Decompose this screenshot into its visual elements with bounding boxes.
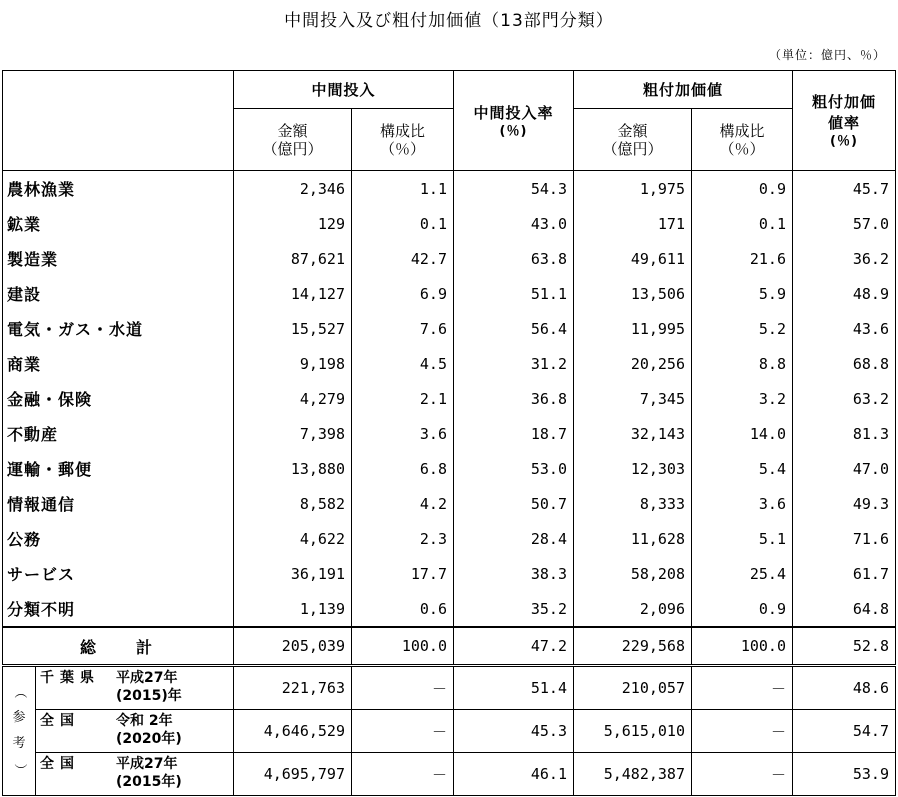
cell-va-rate: 71.6 xyxy=(793,521,896,556)
cell-ii-rate: 56.4 xyxy=(454,311,574,346)
sector-name: 農林漁業 xyxy=(3,171,234,207)
cell-ii-rate: 46.1 xyxy=(454,753,574,796)
table-row xyxy=(3,556,896,591)
cell-ii-ratio: 6.9 xyxy=(352,276,454,311)
table-row xyxy=(3,521,896,556)
reference-label-char: （ xyxy=(12,685,27,699)
cell-va-rate: 49.3 xyxy=(793,486,896,521)
cell-va-rate: 61.7 xyxy=(793,556,896,591)
cell-ii-ratio: 0.6 xyxy=(352,591,454,627)
header-va-rate xyxy=(793,71,896,171)
table-row xyxy=(3,416,896,451)
reference-row xyxy=(3,753,896,796)
sector-name: 情報通信 xyxy=(3,486,234,521)
cell-ii-ratio: 42.7 xyxy=(352,241,454,276)
cell-ii-ratio: 1.1 xyxy=(352,171,454,207)
cell-ii-rate: 50.7 xyxy=(454,486,574,521)
cell-va-rate: 45.7 xyxy=(793,171,896,207)
cell-ii-rate: 18.7 xyxy=(454,416,574,451)
reference-region xyxy=(36,753,234,796)
reference-region xyxy=(36,710,234,753)
cell-ii-amount: 14,127 xyxy=(234,276,352,311)
total-row xyxy=(3,627,896,666)
total-va-ratio: 100.0 xyxy=(692,627,793,666)
va-ratio-label: 構成比 xyxy=(719,121,765,140)
cell-va-rate: 48.6 xyxy=(793,666,896,710)
sector-name: 商業 xyxy=(3,346,234,381)
cell-ii-rate: 63.8 xyxy=(454,241,574,276)
table-row xyxy=(3,591,896,627)
table-row xyxy=(3,486,896,521)
cell-ii-ratio: 3.6 xyxy=(352,416,454,451)
cell-ii-amount: 8,582 xyxy=(234,486,352,521)
cell-va-amount: 7,345 xyxy=(574,381,692,416)
cell-ii-rate: 31.2 xyxy=(454,346,574,381)
reference-label-char: 考 xyxy=(12,736,26,751)
cell-va-ratio: 5.4 xyxy=(692,451,793,486)
cell-ii-amount: 7,398 xyxy=(234,416,352,451)
reference-label xyxy=(3,666,36,796)
sector-name: 電気・ガス・水道 xyxy=(3,311,234,346)
reference-label-char: ） xyxy=(12,763,27,777)
header-va-ratio xyxy=(692,109,793,171)
cell-ii-ratio: 4.2 xyxy=(352,486,454,521)
reference-rows xyxy=(3,666,896,796)
cell-ii-amount: 36,191 xyxy=(234,556,352,591)
cell-va-rate: 36.2 xyxy=(793,241,896,276)
unit-note: （単位：億円、％） xyxy=(768,48,886,62)
input-rate-label: 中間投入率 xyxy=(473,103,554,122)
sector-name: サービス xyxy=(3,556,234,591)
cell-ii-amount: 221,763 xyxy=(234,666,352,710)
cell-va-ratio: 21.6 xyxy=(692,241,793,276)
va-rate-label-1: 粗付加価 xyxy=(811,93,876,111)
sector-name: 分類不明 xyxy=(3,591,234,627)
table-row xyxy=(3,451,896,486)
sector-name: 運輸・郵便 xyxy=(3,451,234,486)
total-ii-rate: 47.2 xyxy=(454,627,574,666)
reference-row xyxy=(3,710,896,753)
cell-va-rate: 43.6 xyxy=(793,311,896,346)
cell-va-rate: 81.3 xyxy=(793,416,896,451)
total-ii-ratio: 100.0 xyxy=(352,627,454,666)
cell-va-ratio: － xyxy=(692,666,793,710)
cell-ii-amount: 13,880 xyxy=(234,451,352,486)
sector-name: 公務 xyxy=(3,521,234,556)
table-row xyxy=(3,311,896,346)
cell-va-amount: 210,057 xyxy=(574,666,692,710)
reference-label-char: 参 xyxy=(12,710,26,725)
cell-ii-rate: 28.4 xyxy=(454,521,574,556)
cell-ii-ratio: 6.8 xyxy=(352,451,454,486)
cell-va-ratio: 5.1 xyxy=(692,521,793,556)
total-va-amount: 229,568 xyxy=(574,627,692,666)
cell-ii-amount: 1,139 xyxy=(234,591,352,627)
cell-va-amount: 5,482,387 xyxy=(574,753,692,796)
cell-va-ratio: － xyxy=(692,710,793,753)
cell-ii-amount: 2,346 xyxy=(234,171,352,207)
cell-va-amount: 12,303 xyxy=(574,451,692,486)
era-label: 平成27年 xyxy=(116,756,178,772)
sector-name: 金融・保険 xyxy=(3,381,234,416)
cell-va-amount: 8,333 xyxy=(574,486,692,521)
cell-va-rate: 53.9 xyxy=(793,753,896,796)
ii-ratio-label: 構成比 xyxy=(379,121,425,140)
table-row xyxy=(3,276,896,311)
table-row xyxy=(3,206,896,241)
cell-va-amount: 20,256 xyxy=(574,346,692,381)
era-label: 令和 2年 xyxy=(116,713,173,729)
region-name: 全国 xyxy=(40,756,80,772)
total-va-rate: 52.8 xyxy=(793,627,896,666)
ii-ratio-unit: （％） xyxy=(379,139,425,158)
total-label: 総計 xyxy=(3,627,234,666)
va-ratio-unit: （％） xyxy=(719,139,765,158)
sector-name: 不動産 xyxy=(3,416,234,451)
year-label: (2020年) xyxy=(116,731,182,747)
table-row xyxy=(3,171,896,207)
cell-va-amount: 32,143 xyxy=(574,416,692,451)
table-row xyxy=(3,381,896,416)
cell-va-rate: 68.8 xyxy=(793,346,896,381)
cell-va-rate: 54.7 xyxy=(793,710,896,753)
cell-ii-amount: 129 xyxy=(234,206,352,241)
cell-va-ratio: 25.4 xyxy=(692,556,793,591)
cell-ii-amount: 4,695,797 xyxy=(234,753,352,796)
cell-ii-amount: 4,279 xyxy=(234,381,352,416)
cell-va-ratio: 8.8 xyxy=(692,346,793,381)
cell-ii-ratio: － xyxy=(352,753,454,796)
reference-region xyxy=(36,666,234,710)
cell-ii-amount: 9,198 xyxy=(234,346,352,381)
cell-ii-ratio: － xyxy=(352,710,454,753)
cell-ii-ratio: － xyxy=(352,666,454,710)
data-table xyxy=(2,70,896,796)
header-value-added: 粗付加価値 xyxy=(574,71,793,109)
cell-va-rate: 48.9 xyxy=(793,276,896,311)
cell-ii-rate: 53.0 xyxy=(454,451,574,486)
cell-ii-rate: 51.1 xyxy=(454,276,574,311)
header-intermediate-input: 中間投入 xyxy=(234,71,454,109)
cell-va-rate: 57.0 xyxy=(793,206,896,241)
cell-va-ratio: 3.2 xyxy=(692,381,793,416)
header-ii-ratio xyxy=(352,109,454,171)
region-name: 全国 xyxy=(40,713,80,729)
header-corner xyxy=(3,71,234,171)
header-input-rate xyxy=(454,71,574,171)
header-va-amount xyxy=(574,109,692,171)
cell-ii-amount: 87,621 xyxy=(234,241,352,276)
va-amount-unit: （億円） xyxy=(602,139,663,158)
total-ii-amount: 205,039 xyxy=(234,627,352,666)
cell-va-ratio: 5.9 xyxy=(692,276,793,311)
cell-va-amount: 49,611 xyxy=(574,241,692,276)
era-label: 平成27年 xyxy=(116,670,178,686)
cell-ii-ratio: 0.1 xyxy=(352,206,454,241)
ii-amount-label: 金額 xyxy=(277,121,308,140)
ii-amount-unit: （億円） xyxy=(262,139,323,158)
cell-va-amount: 171 xyxy=(574,206,692,241)
va-amount-label: 金額 xyxy=(617,121,648,140)
cell-va-ratio: 0.9 xyxy=(692,591,793,627)
cell-va-ratio: － xyxy=(692,753,793,796)
cell-ii-ratio: 2.1 xyxy=(352,381,454,416)
va-rate-unit: (％) xyxy=(830,134,858,149)
sector-name: 鉱業 xyxy=(3,206,234,241)
cell-va-ratio: 5.2 xyxy=(692,311,793,346)
cell-va-ratio: 0.9 xyxy=(692,171,793,207)
cell-ii-amount: 4,646,529 xyxy=(234,710,352,753)
cell-va-rate: 64.8 xyxy=(793,591,896,627)
cell-ii-rate: 54.3 xyxy=(454,171,574,207)
cell-ii-amount: 15,527 xyxy=(234,311,352,346)
cell-va-amount: 11,995 xyxy=(574,311,692,346)
cell-ii-ratio: 17.7 xyxy=(352,556,454,591)
header-ii-amount xyxy=(234,109,352,171)
region-name: 千葉県 xyxy=(40,670,100,686)
table-row xyxy=(3,346,896,381)
cell-va-rate: 47.0 xyxy=(793,451,896,486)
table-row xyxy=(3,241,896,276)
cell-ii-rate: 43.0 xyxy=(454,206,574,241)
cell-ii-amount: 4,622 xyxy=(234,521,352,556)
sector-name: 製造業 xyxy=(3,241,234,276)
reference-row xyxy=(3,666,896,710)
sector-name: 建設 xyxy=(3,276,234,311)
cell-ii-ratio: 4.5 xyxy=(352,346,454,381)
cell-ii-ratio: 7.6 xyxy=(352,311,454,346)
cell-ii-rate: 51.4 xyxy=(454,666,574,710)
sector-rows xyxy=(3,171,896,628)
cell-ii-rate: 38.3 xyxy=(454,556,574,591)
cell-va-amount: 1,975 xyxy=(574,171,692,207)
cell-va-ratio: 0.1 xyxy=(692,206,793,241)
va-rate-label-2: 値率 xyxy=(827,114,860,132)
input-rate-unit: (％) xyxy=(499,123,528,139)
cell-va-amount: 13,506 xyxy=(574,276,692,311)
cell-va-amount: 5,615,010 xyxy=(574,710,692,753)
cell-va-ratio: 3.6 xyxy=(692,486,793,521)
cell-va-ratio: 14.0 xyxy=(692,416,793,451)
cell-va-rate: 63.2 xyxy=(793,381,896,416)
page-title: 中間投入及び粗付加価値（13部門分類） xyxy=(284,11,614,31)
cell-va-amount: 11,628 xyxy=(574,521,692,556)
year-label: (2015年) xyxy=(116,774,182,790)
cell-ii-ratio: 2.3 xyxy=(352,521,454,556)
cell-va-amount: 2,096 xyxy=(574,591,692,627)
cell-ii-rate: 45.3 xyxy=(454,710,574,753)
cell-va-amount: 58,208 xyxy=(574,556,692,591)
cell-ii-rate: 35.2 xyxy=(454,591,574,627)
year-label: (2015)年 xyxy=(116,688,182,704)
cell-ii-rate: 36.8 xyxy=(454,381,574,416)
